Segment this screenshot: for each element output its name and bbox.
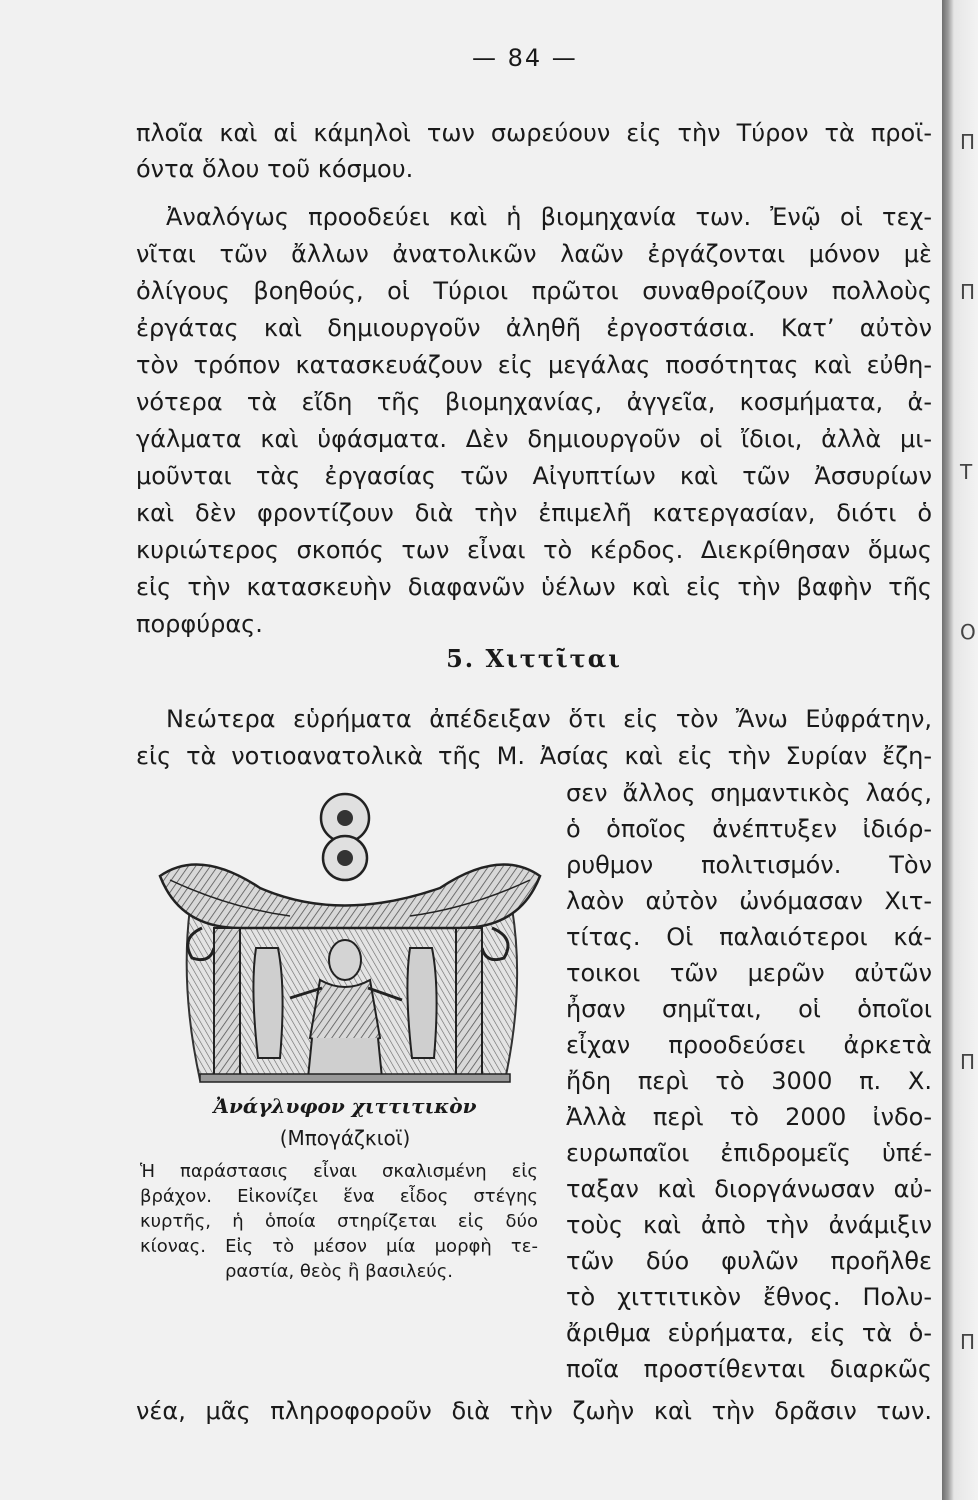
paragraph-3-line: εἰς τὰ νοτιοανατολικὰ τῆς Μ. Ἀσίας καὶ εἰς τὴν Συρίαν ἔζη- — [136, 742, 932, 770]
paragraph-3-last-line: νέα, μᾶς πληροφοροῦν διὰ τὴν ζωὴν καὶ τὴν δρᾶσιν των. — [136, 1397, 932, 1425]
paragraph-3-column-line: τίτας. Οἱ παλαιότεροι κά- — [566, 923, 932, 951]
paragraph-2-line: νότερα τὰ εἴδη τῆς βιομηχανίας, ἀγγεῖα, κοσμήματα, ἀ- — [136, 388, 932, 416]
paragraph-3-column-line: τὸ χιττιτικὸν ἔθνος. Πολυ- — [566, 1283, 932, 1311]
paragraph-2-line: ὀλίγους βοηθούς, οἱ Τύριοι πρῶτοι συναθροίζουν πολλοὺς — [136, 277, 932, 305]
book-spine-edge — [942, 0, 978, 1500]
paragraph-3-column-line: τῶν δύο φυλῶν προῆλθε — [566, 1247, 932, 1275]
paragraph-2-line: πορφύρας. — [136, 610, 263, 638]
edge-glyph: Τ — [960, 460, 973, 484]
paragraph-3-column-line: σεν ἄλλος σημαντικὸς λαός, — [566, 779, 932, 807]
paragraph-2-line: νῖται τῶν ἄλλων ἀνατολικῶν λαῶν ἐργάζονται μόνον μὲ — [136, 240, 932, 268]
paragraph-2-line: Ἀναλόγως προοδεύει καὶ ἡ βιομηχανία των. Ἐνῷ οἱ τεχ- — [166, 203, 932, 231]
figure-caption-line: βράχον. Εἰκονίζει ἕνα εἶδος στέγης — [140, 1186, 538, 1207]
paragraph-3-column-line: ὁ ὁποῖος ἀνέπτυξεν ἰδιόρ- — [566, 815, 932, 843]
paragraph-3-column-line: λαὸν αὐτὸν ὠνόμασαν Χιτ- — [566, 887, 932, 915]
figure-caption-line: Ἡ παράστασις εἶναι σκαλισμένη εἰς — [140, 1161, 538, 1182]
edge-glyph: Ο — [960, 620, 976, 644]
paragraph-3-column-line: τοὺς καὶ ἀπὸ τὴν ἀνάμιξιν — [566, 1211, 932, 1239]
paragraph-1-line: πλοῖα καὶ αἱ κάμηλοὶ των σωρεύουν εἰς τὴν Τύρον τὰ προϊ- — [136, 119, 932, 147]
paragraph-3-column-line: εἶχαν προοδεύσει ἀρκετὰ — [566, 1031, 932, 1059]
figure-caption-subtitle: (Μπογάζκιοϊ) — [279, 1126, 411, 1150]
figure-caption-title: Ἀνάγλυφον χιττιτικὸν — [213, 1094, 477, 1118]
edge-glyph: Π — [960, 1330, 976, 1354]
paragraph-3-column-line: ταξαν καὶ διοργάνωσαν αὐ- — [566, 1175, 932, 1203]
paragraph-2-line: καὶ δὲν φροντίζουν διὰ τὴν ἐπιμελῆ κατεργασίαν, διότι ὁ — [136, 499, 932, 527]
paragraph-3-column-line: ἄριθμα εὑρήματα, εἰς τὰ ὁ- — [566, 1319, 932, 1347]
paragraph-3-column-line: Ἀλλὰ περὶ τὸ 2000 ἰνδο- — [566, 1103, 932, 1131]
figure-caption-line: ραστία, θεὸς ἢ βασιλεύς. — [224, 1261, 454, 1282]
paragraph-3-column-line: τοικοι τῶν μερῶν αὐτῶν — [566, 959, 932, 987]
paragraph-3-column-line: ἤδη περὶ τὸ 3000 π. Χ. — [566, 1067, 932, 1095]
edge-glyph: Π — [960, 1050, 976, 1074]
paragraph-3-column-line: ευρωπαῖοι ἐπιδρομεῖς ὑπέ- — [566, 1139, 932, 1167]
relief-drawing — [140, 788, 550, 1088]
paragraph-3-column-line: ἦσαν σημῖται, οἱ ὁποῖοι — [566, 995, 932, 1023]
figure-caption-line: κυρτῆς, ἡ ὁποία στηρίζεται εἰς δύο — [140, 1211, 538, 1232]
paragraph-3-column-line: ποῖα προστίθενται διαρκῶς — [566, 1355, 932, 1383]
paragraph-1-line: όντα ὅλου τοῦ κόσμου. — [136, 155, 414, 183]
section-heading: 5. Χιττῖται — [446, 644, 622, 673]
paragraph-2-line: εἰς τὴν κατασκευὴν διαφανῶν ὑέλων καὶ εἰς τὴν βαφὴν τῆς — [136, 573, 932, 601]
paragraph-2-line: τὸν τρόπον κατασκευάζουν εἰς μεγάλας ποσότητας καὶ εὐθη- — [136, 351, 932, 379]
paragraph-2-line: ἐργάτας καὶ δημιουργοῦν ἀληθῆ ἐργοστάσια. Κατ’ αὐτὸν — [136, 314, 932, 342]
paragraph-3-column-line: ρυθμον πολιτισμόν. Τὸν — [566, 851, 932, 879]
paragraph-2-line: μοῦνται τὰς ἐργασίας τῶν Αἰγυπτίων καὶ τῶν Ἀσσυρίων — [136, 462, 932, 490]
paragraph-3-line: Νεώτερα εὑρήματα ἀπέδειξαν ὅτι εἰς τὸν Ἄνω Εὐφράτην, — [166, 705, 932, 733]
page-number: — 84 — — [472, 44, 578, 72]
figure-caption-line: κίονας. Εἰς τὸ μέσον μία μορφὴ τε- — [140, 1236, 538, 1257]
paragraph-2-line: γάλματα καὶ ὑφάσματα. Δὲν δημιουργοῦν οἱ ἴδιοι, ἀλλὰ μι- — [136, 425, 932, 453]
hittite-relief-illustration — [140, 788, 550, 1088]
edge-glyph: Π — [960, 130, 976, 154]
edge-glyph: Π — [960, 280, 976, 304]
paragraph-2-line: κυριώτερος σκοπός των εἶναι τὸ κέρδος. Διεκρίθησαν ὅμως — [136, 536, 932, 564]
